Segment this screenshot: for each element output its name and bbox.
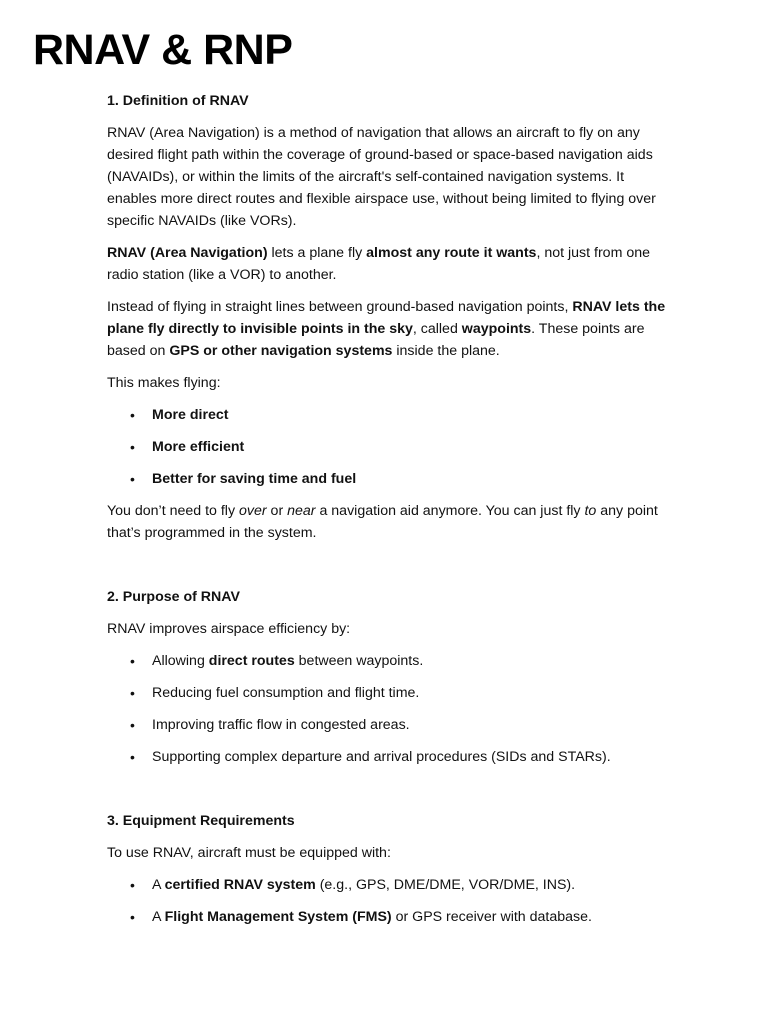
bold-text: Better for saving time and fuel [152,471,357,487]
list-item [152,874,667,896]
text: Allowing [152,653,209,669]
page-title: RNAV & RNP [33,26,293,74]
list-item [152,650,667,672]
italic-text: over [239,503,267,519]
list-item [152,436,667,458]
text: lets a plane fly [267,245,367,261]
list-item: • Improving traffic flow in congested areas. [152,714,667,736]
text: or [266,503,288,519]
text: You don’t need to fly [107,503,239,519]
paragraph: RNAV (Area Navigation) is a method of navigation that allows an aircraft to fly on any desired flight path within the coverage of ground-based or space-based navigation aids (NAVAIDs), or within the limits of the aircraft's self-contained navigation systems. It enables more direct routes and flexible airspace use, without being limited to flying over specific NAVAIDs (like VORs). [107,125,656,229]
section-heading-equipment: 3. Equipment Requirements [107,813,295,829]
document-body [107,90,667,938]
spacer [107,554,667,586]
text: (e.g., GPS, DME/DME, VOR/DME, INS). [315,877,576,893]
paragraph: To use RNAV, aircraft must be equipped with: [107,845,391,861]
bold-text: GPS or other navigation systems [169,343,393,359]
bold-text: waypoints [461,321,532,337]
section-heading-definition: 1. Definition of RNAV [107,93,249,109]
paragraph [107,500,667,544]
text: , not just from one radio station (like a VOR) to another. [107,245,651,283]
text: or GPS receiver with database. [391,909,592,925]
italic-text: to [584,503,597,519]
bold-text: More direct [152,407,229,423]
bold-text: RNAV (Area Navigation) [107,245,268,261]
section-heading-purpose: 2. Purpose of RNAV [107,589,240,605]
list-item: • Supporting complex departure and arrival procedures (SIDs and STARs). [152,746,667,768]
text: between waypoints. [294,653,424,669]
bullet-list [107,650,667,768]
list-item [152,468,667,490]
bold-text: Flight Management System (FMS) [164,909,392,925]
bold-text: almost any route it wants [366,245,537,261]
text: inside the plane. [392,343,500,359]
list-item [152,404,667,426]
paragraph [107,242,667,286]
bold-text: certified RNAV system [164,877,316,893]
bold-text: More efficient [152,439,245,455]
bold-text: RNAV lets the plane fly directly to invisible points in the sky [107,299,666,337]
bold-text: direct routes [208,653,295,669]
paragraph: This makes flying: [107,375,221,391]
text: . These points are based on [107,321,645,359]
text: any point that’s programmed in the system. [107,503,658,541]
paragraph: RNAV improves airspace efficiency by: [107,621,351,637]
text: a navigation aid anymore. You can just fly [315,503,585,519]
text: , called [412,321,462,337]
text: A [152,909,165,925]
text: Instead of flying in straight lines between ground-based navigation points, [107,299,573,315]
italic-text: near [287,503,316,519]
paragraph [107,296,667,362]
bullet-list [107,874,667,928]
text: A [152,877,165,893]
list-item [152,906,667,928]
bullet-list [107,404,667,490]
spacer [107,778,667,810]
list-item: • Reducing fuel consumption and flight time. [152,682,667,704]
